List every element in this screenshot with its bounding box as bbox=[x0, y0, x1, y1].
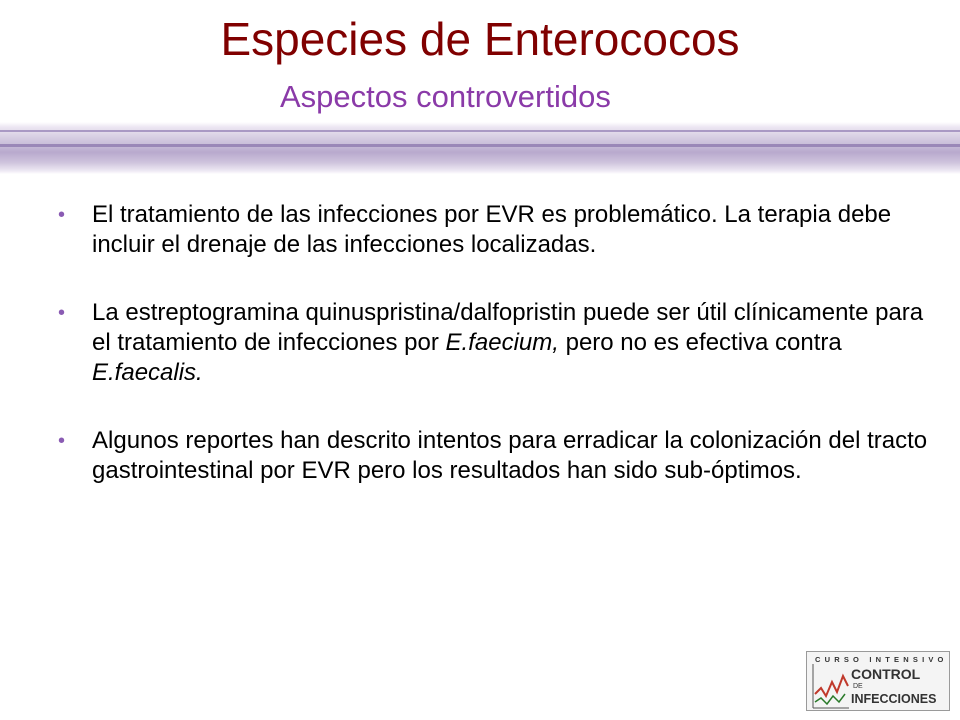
bullet-text-segment: La estreptogramina quinuspristina/dalfopristin puede ser útil clínicamente para el tratamiento de infecciones por bbox=[92, 299, 924, 356]
bullet-text bbox=[92, 299, 923, 386]
title-area bbox=[0, 0, 960, 120]
bullet-text-segment: pero no es efectiva contra bbox=[558, 329, 842, 356]
band-line bbox=[0, 130, 960, 132]
logo-text-control: CONTROL bbox=[851, 666, 921, 682]
bullet-item bbox=[58, 426, 948, 486]
bullet-dot-icon: • bbox=[58, 302, 66, 324]
decorative-band bbox=[0, 122, 960, 174]
species-name-italic: E.faecalis. bbox=[92, 359, 203, 386]
bullet-text-segment: El tratamiento de las infecciones por EVR es problemático. La terapia debe incluir el drenaje de las infecciones localizadas. bbox=[92, 201, 892, 258]
course-logo bbox=[806, 651, 950, 711]
bullet-item bbox=[58, 298, 948, 388]
species-name-italic: E.faecium, bbox=[445, 329, 559, 356]
slide-title: Especies de Enterococos bbox=[220, 13, 740, 65]
bullet-text bbox=[92, 201, 891, 258]
slide-subtitle: Aspectos controvertidos bbox=[280, 79, 611, 114]
band-line bbox=[0, 144, 960, 147]
bullet-text bbox=[92, 427, 927, 484]
bullet-item bbox=[58, 200, 948, 260]
bullet-text-segment: Algunos reportes han descrito intentos para erradicar la colonización del tracto gastrointestinal por EVR pero los resultados han sido sub-óptimos. bbox=[92, 427, 928, 484]
bullet-list bbox=[58, 200, 948, 524]
logo-text-infecciones: INFECCIONES bbox=[851, 692, 937, 706]
logo-text-de: DE bbox=[853, 683, 863, 690]
bullet-dot-icon: • bbox=[58, 430, 66, 452]
logo-text-curso: CURSO INTENSIVO bbox=[815, 655, 948, 664]
bullet-dot-icon: • bbox=[58, 204, 66, 226]
